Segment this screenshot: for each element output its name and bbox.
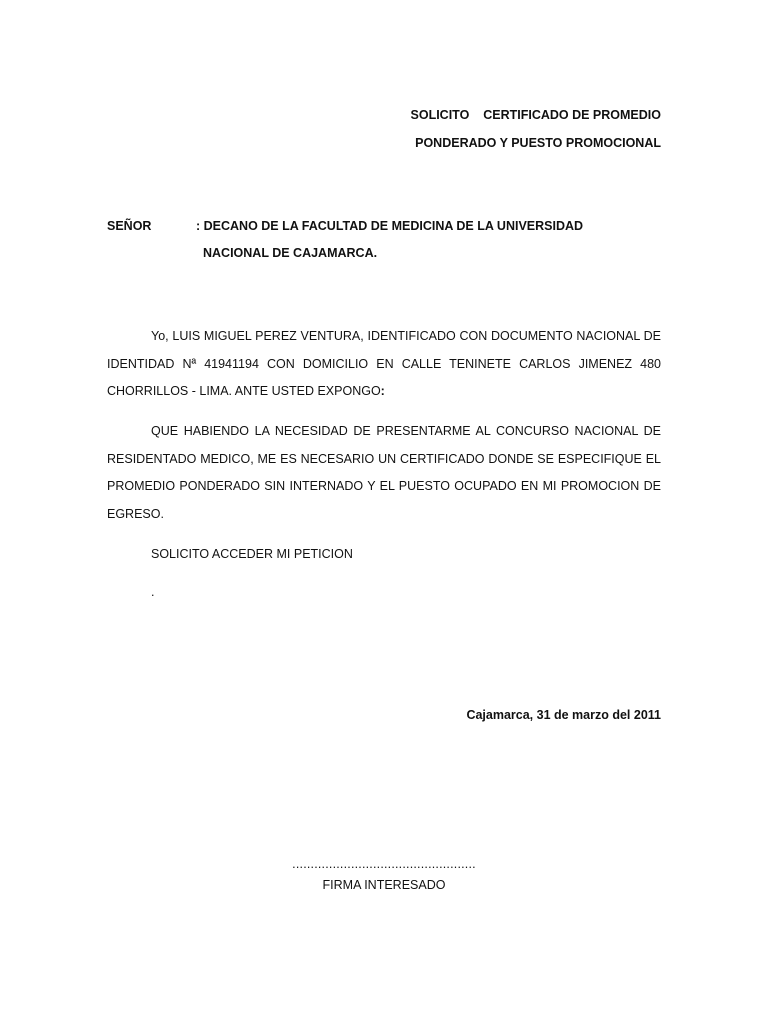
paragraph-introduction-colon: : <box>380 384 385 399</box>
date-line: Cajamarca, 31 de marzo del 2011 <box>466 708 661 722</box>
subject-line-1: SOLICITO CERTIFICADO DE PROMEDIO <box>410 108 661 122</box>
trailing-dot: . <box>151 585 155 599</box>
subject-line-2: PONDERADO Y PUESTO PROMOCIONAL <box>415 136 661 150</box>
paragraph-reason: QUE HABIENDO LA NECESIDAD DE PRESENTARME AL CONCURSO NACIONAL DE RESIDENTADO MEDICO, ME ES NECESARIO UN CERTIFICADO DONDE SE ESPECIFIQUE EL PROMEDIO PONDERADO SIN INTERNADO Y EL PUESTO OCUPADO EN MI PROMOCION DE EGRESO. <box>107 424 661 522</box>
paragraph-introduction <box>107 323 661 406</box>
signature-label: FIRMA INTERESADO <box>322 878 446 892</box>
addressee-line-1: : DECANO DE LA FACULTAD DE MEDICINA DE LA UNIVERSIDAD <box>196 219 584 233</box>
addressee-line-2: NACIONAL DE CAJAMARCA. <box>203 246 378 260</box>
addressee-label: SEÑOR <box>107 219 152 233</box>
request-line: SOLICITO ACCEDER MI PETICION <box>151 547 353 561</box>
signature-dotted-line: .................................................. <box>292 857 476 871</box>
paragraph-introduction-text: Yo, LUIS MIGUEL PEREZ VENTURA, IDENTIFICADO CON DOCUMENTO NACIONAL DE IDENTIDAD Nª 41941194 CON DOMICILIO EN CALLE TENINETE CARLOS JIMENEZ 480 CHORRILLOS - LIMA. ANTE USTED EXPONGO <box>107 329 661 399</box>
